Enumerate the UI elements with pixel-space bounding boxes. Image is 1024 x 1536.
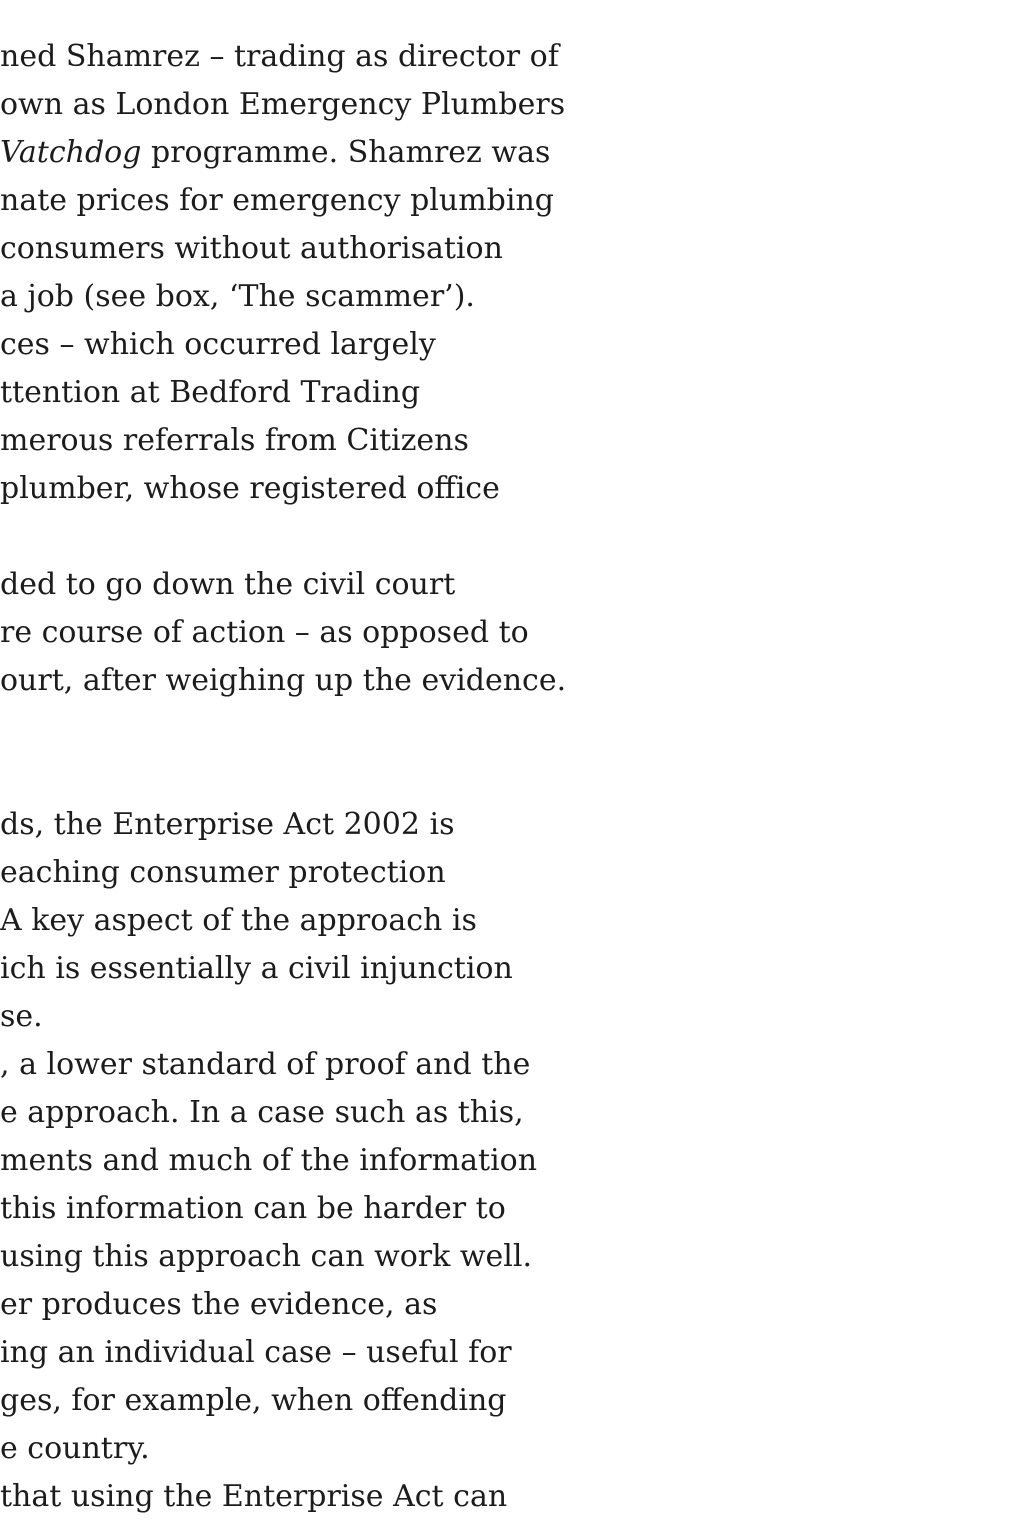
text-line: re course of action – as opposed to [0,615,529,650]
text-line: ces – which occurred largely [0,327,436,362]
text-line: ded to go down the civil court [0,567,456,602]
text-line: e approach. In a case such as this, [0,1095,524,1130]
text-line: A key aspect of the approach is [0,903,477,938]
text-line: ich is essentially a civil injunction [0,951,513,986]
text-line: nate prices for emergency plumbing [0,183,554,218]
text-line: eaching consumer protection [0,855,446,890]
text-line: ds, the Enterprise Act 2002 is [0,807,455,842]
text-line: a job (see box, ‘The scammer’). [0,279,475,314]
text-line: own as London Emergency Plumbers [0,87,566,122]
text-line [0,133,550,173]
programme-title: Vatchdog [0,135,142,170]
text-line: merous referrals from Citizens [0,423,469,458]
text-line: this information can be harder to [0,1191,506,1226]
text-line: ttention at Bedford Trading [0,375,421,410]
text-line: ourt, after weighing up the evidence. [0,663,567,698]
text-line: using this approach can work well. [0,1239,533,1274]
text-span: programme. Shamrez was [141,135,551,170]
text-line: se. [0,999,43,1034]
text-line: ges, for example, when offending [0,1383,507,1418]
text-line: plumber, whose registered office [0,471,500,506]
text-line: consumers without authorisation [0,231,503,266]
text-line: ing an individual case – useful for [0,1335,512,1370]
text-line: ned Shamrez – trading as director of [0,39,559,74]
text-line: er produces the evidence, as [0,1287,438,1322]
text-line: e country. [0,1431,150,1466]
text-line: , a lower standard of proof and the [0,1047,531,1082]
text-line: that using the Enterprise Act can [0,1479,508,1514]
text-line: ments and much of the information [0,1143,538,1178]
